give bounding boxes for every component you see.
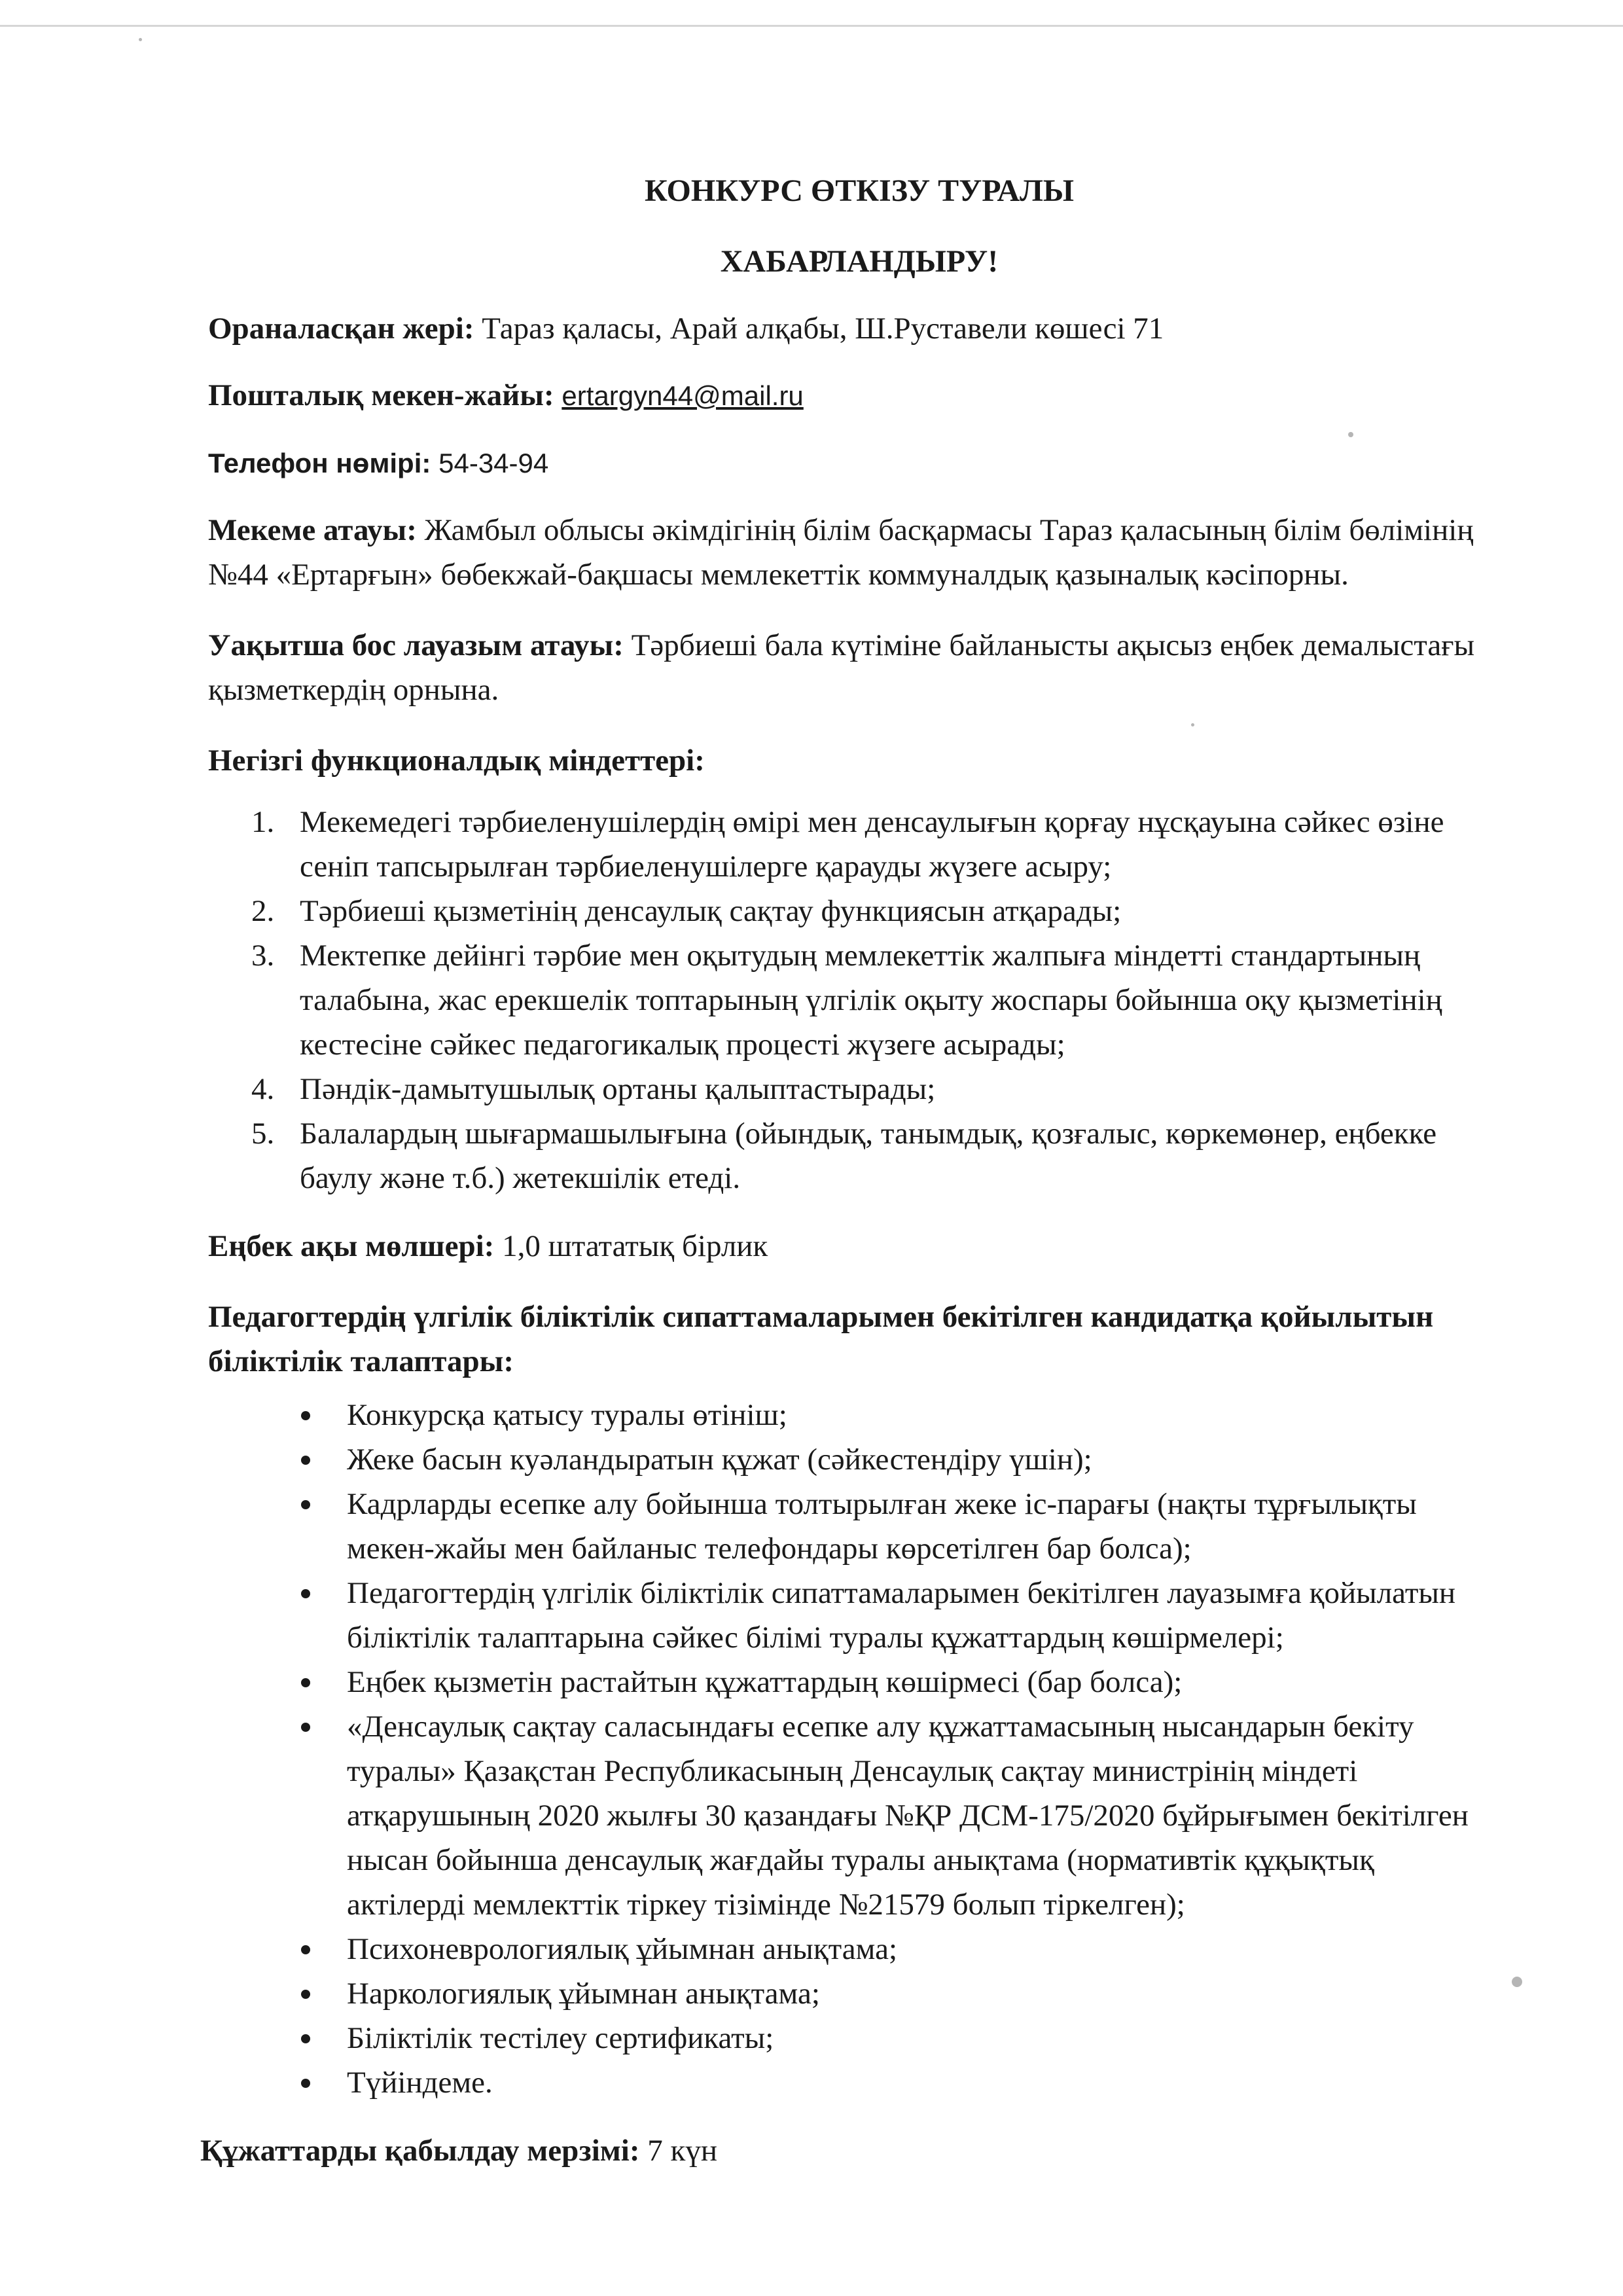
bullet-icon xyxy=(301,1945,310,1954)
item-text: Тәрбиеші қызметінің денсаулық сақтау функциясын атқарады; xyxy=(300,894,1122,928)
postal-label: Пошталық мекен-жайы: xyxy=(208,378,554,412)
phone-label: Телефон нөмірі: xyxy=(208,448,431,478)
bullet-icon xyxy=(301,1456,310,1465)
item-number: 4. xyxy=(251,1072,275,1106)
list-item xyxy=(208,1927,1484,1971)
list-item xyxy=(208,1660,1484,1704)
bullet-icon xyxy=(301,1723,310,1732)
requirements-list xyxy=(208,1393,1484,2105)
item-text: Балалардың шығармашылығына (ойындық, танымдық, қозғалыс, көркемөнер, еңбекке баулу және т.б.) жетекшілік етеді. xyxy=(300,1117,1437,1195)
location-field xyxy=(208,306,1484,351)
item-text: «Денсаулық сақтау саласындағы есепке алу құжаттамасының нысандарын бекіту туралы» Қазақстан Республикасының Денсаулық сақтау министрінің міндеті атқарушының 2020 жылғы 30 қазандағы №ҚР ДСМ-175/2020 бұйрығымен бекітілген нысан бойынша денсаулық жағдайы туралы анықтама (нормативтік құқықтық актілерді мемлекттік тіркеу тізімінде №21579 болып тіркелген); xyxy=(347,1710,1469,1922)
salary-field xyxy=(208,1224,1484,1268)
institution-label: Мекеме атауы: xyxy=(208,513,417,547)
scan-top-rule xyxy=(0,25,1623,27)
bullet-icon xyxy=(301,1678,310,1687)
bullet-icon xyxy=(301,1500,310,1509)
phone-field xyxy=(208,440,1484,486)
list-item xyxy=(208,2016,1484,2060)
postal-field xyxy=(208,373,1484,418)
deadline-label: Құжаттарды қабылдау мерзімі: xyxy=(200,2134,640,2168)
item-text: Жеке басын куәландыратын құжат (сәйкестендіру үшін); xyxy=(347,1443,1092,1477)
functions-heading: Негізгі функционалдық міндеттері: xyxy=(208,744,705,778)
item-text: Конкурсқа қатысу туралы өтініш; xyxy=(347,1398,787,1432)
item-text: Түйіндеме. xyxy=(347,2066,493,2100)
item-text: Мектепке дейінгі тәрбие мен оқытудың мемлекеттік жалпыға міндетті стандартының талабына, жас ерекшелік топтарының үлгілік оқыту жоспары бойынша оқу қызметінің кестесіне сәйкес педагогикалық процесті жүзеге асырады; xyxy=(300,939,1442,1062)
item-text: Кадрларды есепке алу бойынша толтырылған жеке іс-парағы (нақты тұрғылықты мекен-жайы мен байланыс телефондары көрсетілген бар болса); xyxy=(347,1487,1417,1566)
announcement-document xyxy=(200,169,1484,2199)
list-item xyxy=(208,1571,1484,1660)
list-item xyxy=(208,2060,1484,2105)
deadline-field xyxy=(200,2128,1484,2173)
bullet-icon xyxy=(301,1411,310,1420)
bullet-icon xyxy=(301,1589,310,1598)
bullet-icon xyxy=(301,1990,310,1999)
document-title-line2: ХАБАРЛАНДЫРУ! xyxy=(720,244,999,279)
deadline-value: 7 күн xyxy=(647,2134,717,2168)
phone-value: 54-34-94 xyxy=(438,448,549,478)
item-text: Психоневрологиялық ұйымнан анықтама; xyxy=(347,1932,897,1966)
document-title-line1: КОНКУРС ӨТКІЗУ ТУРАЛЫ xyxy=(644,173,1075,208)
item-number: 1. xyxy=(251,805,275,839)
bullet-icon xyxy=(301,2079,310,2088)
item-text: Пәндік-дамытушылық ортаны қалыптастырады; xyxy=(300,1072,936,1106)
list-item xyxy=(208,1393,1484,1437)
institution-value: Жамбыл облысы әкімдігінің білім басқармасы Тараз қаласының білім бөлімінің №44 «Ертарғын» бөбекжай-бақшасы мемлекеттік коммуналдық қазыналық кәсіпорны. xyxy=(208,513,1474,592)
vacancy-field xyxy=(208,623,1484,712)
item-number: 5. xyxy=(251,1117,275,1151)
item-text: Еңбек қызметін растайтын құжаттардың көшірмесі (бар болса); xyxy=(347,1665,1183,1699)
list-item xyxy=(208,1111,1484,1200)
functions-list xyxy=(208,800,1484,1200)
scan-speck xyxy=(139,38,142,41)
item-text: Мекемедегі тәрбиеленушілердің өмірі мен денсаулығын қорғау нұсқауына сәйкес өзіне сеніп тапсырылған тәрбиеленушілерге қарауды жүзеге асыру; xyxy=(300,805,1444,884)
list-item xyxy=(208,1704,1484,1927)
list-item xyxy=(208,1971,1484,2016)
list-item xyxy=(208,889,1484,933)
list-item xyxy=(208,933,1484,1067)
vacancy-value: Тәрбиеші бала күтіміне байланысты ақысыз еңбек демалыстағы қызметкердің орнына. xyxy=(208,628,1475,707)
list-item xyxy=(208,1437,1484,1482)
bullet-icon xyxy=(301,2034,310,2043)
item-text: Педагогтердің үлгілік біліктілік сипаттамаларымен бекітілген лауазымға қойылатын біліктілік талаптарына сәйкес білімі туралы құжаттардың көшірмелері; xyxy=(347,1576,1456,1655)
item-number: 2. xyxy=(251,894,275,928)
list-item xyxy=(208,1067,1484,1111)
location-value: Тараз қаласы, Арай алқабы, Ш.Руставели көшесі 71 xyxy=(482,312,1164,346)
scan-speck xyxy=(1512,1977,1522,1987)
item-text: Біліктілік тестілеу сертификаты; xyxy=(347,2021,774,2055)
email-link[interactable]: ertargyn44@mail.ru xyxy=(562,380,804,411)
item-text: Наркологиялық ұйымнан анықтама; xyxy=(347,1977,820,2011)
institution-field xyxy=(208,508,1484,597)
salary-value: 1,0 штататық бірлик xyxy=(502,1229,768,1263)
item-number: 3. xyxy=(251,939,275,973)
location-label: Ораналасқан жері: xyxy=(208,312,474,346)
vacancy-label: Уақытша бос лауазым атауы: xyxy=(208,628,624,662)
list-item xyxy=(208,800,1484,889)
salary-label: Еңбек ақы мөлшері: xyxy=(208,1229,495,1263)
list-item xyxy=(208,1482,1484,1571)
requirements-heading: Педагогтердің үлгілік біліктілік сипаттамаларымен бекітілген кандидатқа қойылытын біліктілік талаптары: xyxy=(208,1300,1434,1378)
